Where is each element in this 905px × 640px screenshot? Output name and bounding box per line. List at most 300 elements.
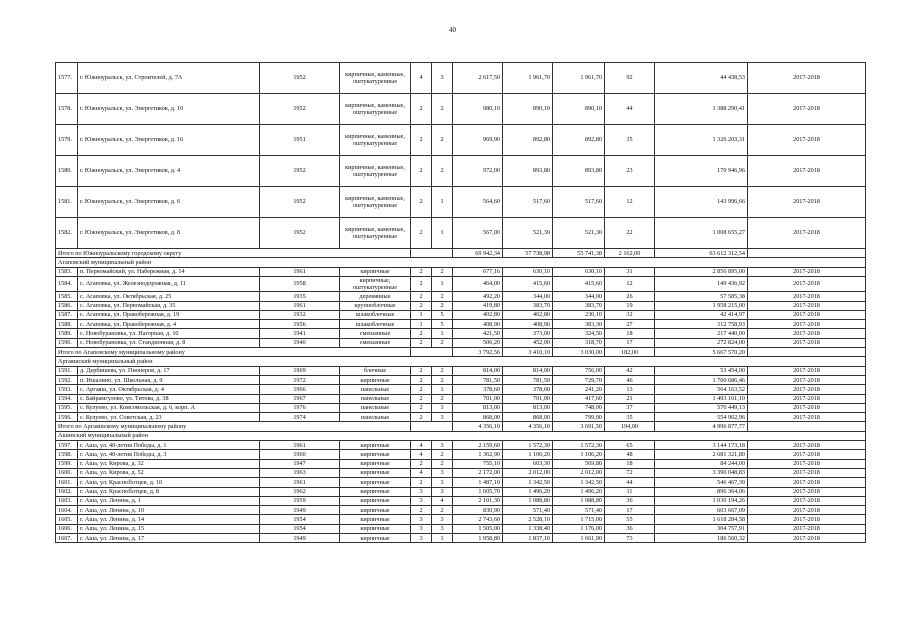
floors: 4 (411, 441, 432, 450)
total-area: 2 172,00 (453, 468, 503, 477)
living-area: 868,00 (503, 413, 553, 422)
living-area: 1 342,50 (503, 478, 553, 487)
total-area: 781,50 (453, 375, 503, 384)
address: г. Южноуральск, ул. Энергетиков, д. 8 (78, 218, 260, 249)
address: с. Агаповка, ул. Правобережная, д. 4 (78, 320, 260, 329)
floors: 3 (411, 515, 432, 524)
table-row (56, 63, 866, 94)
row-number: 1578. (56, 94, 78, 125)
residents: 18 (605, 459, 655, 468)
wall-material: кирпичные (340, 468, 411, 477)
floors: 2 (411, 218, 432, 249)
table-row (56, 487, 866, 496)
cost: 564 163,52 (655, 385, 748, 394)
total-value: 3 410,10 (503, 348, 553, 357)
repair-period: 2017-2018 (748, 394, 866, 403)
repair-period: 2017-2018 (748, 468, 866, 477)
total-value: 3 030,00 (553, 348, 605, 357)
residents: 73 (605, 534, 655, 543)
wall-material: кирпичные (340, 450, 411, 459)
total-value: 4 356,10 (453, 422, 503, 431)
residential-area: 517,60 (553, 187, 605, 218)
living-area: 402,80 (503, 310, 553, 319)
floors: 2 (411, 375, 432, 384)
row-number: 1604. (56, 506, 78, 515)
entrances: 1 (432, 385, 453, 394)
build-year: 1966 (260, 385, 340, 394)
living-area: 603,30 (503, 459, 553, 468)
repair-period: 2017-2018 (748, 413, 866, 422)
build-year: 1969 (260, 366, 340, 375)
build-year: 1954 (260, 524, 340, 533)
row-number: 1590. (56, 338, 78, 347)
region-label: Агаповский муниципальный район (56, 258, 866, 267)
cost: 53 454,00 (655, 366, 748, 375)
wall-material: кирпичные (340, 478, 411, 487)
total-area: 830,90 (453, 506, 503, 515)
residents: 32 (605, 310, 655, 319)
total-area: 564,60 (453, 187, 503, 218)
entrances: 3 (432, 478, 453, 487)
residential-area: 1 496,20 (553, 487, 605, 496)
residents: 11 (605, 487, 655, 496)
living-area: 415,60 (503, 276, 553, 291)
row-number: 1597. (56, 441, 78, 450)
address: г. Аша, ул. Ленина, д. 10 (78, 506, 260, 515)
residential-area: 756,00 (553, 366, 605, 375)
total-value: 3 691,50 (553, 422, 605, 431)
page-number: 40 (449, 26, 456, 34)
table-row (56, 156, 866, 187)
build-year: 1976 (260, 403, 340, 412)
total-area: 506,20 (453, 338, 503, 347)
wall-material: кирпичные, каменные, оштукатуренные (340, 218, 411, 249)
repair-period: 2017-2018 (748, 515, 866, 524)
repair-period: 2017-2018 (748, 94, 866, 125)
table-row (56, 320, 866, 329)
table-row (56, 329, 866, 338)
cost: 896 364,06 (655, 487, 748, 496)
row-number: 1581. (56, 187, 78, 218)
region-label: Ашинский муниципальный район (56, 431, 866, 440)
floors: 3 (411, 534, 432, 543)
repair-period: 2017-2018 (748, 366, 866, 375)
living-area: 892,80 (503, 125, 553, 156)
wall-material: кирпичные (340, 459, 411, 468)
floors: 2 (411, 413, 432, 422)
entrances: 2 (432, 338, 453, 347)
residents: 35 (605, 125, 655, 156)
total-area: 969,90 (453, 125, 503, 156)
floors: 3 (411, 524, 432, 533)
residents: 19 (605, 301, 655, 310)
total-value: 63 612 312,54 (655, 249, 748, 258)
residents: 22 (605, 218, 655, 249)
row-number: 1589. (56, 329, 78, 338)
table-row (56, 338, 866, 347)
total-area: 421,50 (453, 329, 503, 338)
residents: 31 (605, 267, 655, 276)
living-area: 408,90 (503, 320, 553, 329)
table-row (56, 450, 866, 459)
address: г. Южноуральск, ул. Энергетиков, д. 4 (78, 156, 260, 187)
build-year: 1954 (260, 515, 340, 524)
repair-period: 2017-2018 (748, 276, 866, 291)
living-area: 814,00 (503, 366, 553, 375)
total-blank (748, 348, 866, 357)
table-row (56, 506, 866, 515)
residents: 72 (605, 468, 655, 477)
row-number: 1603. (56, 496, 78, 505)
floors: 2 (411, 276, 432, 291)
address: г. Аша, ул. Ленина, д. 15 (78, 524, 260, 533)
build-year: 1952 (260, 187, 340, 218)
residential-area: 892,80 (553, 125, 605, 156)
cost: 44 438,53 (655, 63, 748, 94)
wall-material: крупноблочные (340, 301, 411, 310)
residential-area: 1 661,90 (553, 534, 605, 543)
cost: 1 618 284,58 (655, 515, 748, 524)
row-number: 1587. (56, 310, 78, 319)
table-row (56, 468, 866, 477)
table-row (56, 267, 866, 276)
entrances: 3 (432, 403, 453, 412)
residential-area: 893,80 (553, 156, 605, 187)
residents: 17 (605, 506, 655, 515)
wall-material: кирпичные (340, 375, 411, 384)
address: г. Аша, ул. Красноflотцев, д. 10 (78, 478, 260, 487)
residential-area: 1 088,80 (553, 496, 605, 505)
build-year: 1949 (260, 534, 340, 543)
wall-material: кирпичные (340, 506, 411, 515)
floors: 2 (411, 125, 432, 156)
living-area: 517,60 (503, 187, 553, 218)
repair-period: 2017-2018 (748, 534, 866, 543)
address: с. Агаповка, ул. Октябрьская, д. 25 (78, 292, 260, 301)
build-year: 1972 (260, 375, 340, 384)
cost: 2 681 321,80 (655, 450, 748, 459)
build-year: 1952 (260, 63, 340, 94)
residential-area: 890,10 (553, 94, 605, 125)
build-year: 1960 (260, 450, 340, 459)
total-value: 4 356,10 (503, 422, 553, 431)
wall-material: кирпичные, каменные, оштукатуренные (340, 125, 411, 156)
entrances: 5 (432, 310, 453, 319)
row-number: 1582. (56, 218, 78, 249)
residential-area: 569,80 (553, 459, 605, 468)
entrances: 3 (432, 487, 453, 496)
address: с. Новобурановка, ул. Стандионная, д. 8 (78, 338, 260, 347)
wall-material: шлакоблочные (340, 320, 411, 329)
total-area: 2 617,50 (453, 63, 503, 94)
entrances: 2 (432, 267, 453, 276)
entrances: 1 (432, 276, 453, 291)
table-row (56, 218, 866, 249)
residents: 27 (605, 320, 655, 329)
row-number: 1580. (56, 156, 78, 187)
living-area: 1 088,80 (503, 496, 553, 505)
row-number: 1583. (56, 267, 78, 276)
repair-period: 2017-2018 (748, 63, 866, 94)
row-number: 1605. (56, 515, 78, 524)
cost: 1 760 686,46 (655, 375, 748, 384)
residential-area: 1 176,00 (553, 524, 605, 533)
build-year: 1952 (260, 94, 340, 125)
living-area: 890,10 (503, 94, 553, 125)
region-row (56, 258, 866, 267)
residential-area: 241,20 (553, 385, 605, 394)
floors: 2 (411, 459, 432, 468)
cost: 186 560,32 (655, 534, 748, 543)
address: г. Южноуральск, ул. Энергетиков, д. 16 (78, 125, 260, 156)
floors: 4 (411, 450, 432, 459)
cost: 304 757,91 (655, 524, 748, 533)
total-area: 419,80 (453, 301, 503, 310)
address: п. Ишалино, ул. Школьная, д. 9 (78, 375, 260, 384)
total-area: 492,20 (453, 292, 503, 301)
row-number: 1588. (56, 320, 78, 329)
living-area: 2 528,10 (503, 515, 553, 524)
total-area: 677,16 (453, 267, 503, 276)
entrances: 3 (432, 515, 453, 524)
repair-period: 2017-2018 (748, 524, 866, 533)
row-number: 1584. (56, 276, 78, 291)
total-value: 55 741,38 (553, 249, 605, 258)
entrances: 2 (432, 366, 453, 375)
address: г. Аша, ул. Кирова, д. 52 (78, 468, 260, 477)
residential-area: 1 572,30 (553, 441, 605, 450)
residents: 65 (605, 441, 655, 450)
residents: 35 (605, 413, 655, 422)
total-row (56, 249, 866, 258)
address: г. Южноуральск, ул. Строителей, д. 7А (78, 63, 260, 94)
wall-material: кирпичные, оштукатуренные (340, 276, 411, 291)
residential-area: 1 715,00 (553, 515, 605, 524)
address: с. Новобурановка, ул. Нагорная, д. 10 (78, 329, 260, 338)
address: г. Аша, ул. Ленина, д. 1 (78, 496, 260, 505)
build-year: 1949 (260, 506, 340, 515)
total-area: 701,00 (453, 394, 503, 403)
total-value: 57 738,98 (503, 249, 553, 258)
residential-area: 571,40 (553, 506, 605, 515)
residential-area: 417,60 (553, 394, 605, 403)
repair-period: 2017-2018 (748, 156, 866, 187)
total-label: Итого по Агаповскому муниципальному району (56, 348, 411, 357)
build-year: 1951 (260, 125, 340, 156)
residents: 42 (605, 366, 655, 375)
cost: 272 824,00 (655, 338, 748, 347)
floors: 2 (411, 403, 432, 412)
residential-area: 230,10 (553, 310, 605, 319)
table-row (56, 276, 866, 291)
residential-area: 521,30 (553, 218, 605, 249)
living-area: 378,60 (503, 385, 553, 394)
cost: 1 326 203,31 (655, 125, 748, 156)
address: г. Южноуральск, ул. Энергетиков, д. 10 (78, 94, 260, 125)
build-year: 1961 (260, 478, 340, 487)
living-area: 1 338,40 (503, 524, 553, 533)
repair-period: 2017-2018 (748, 187, 866, 218)
repair-period: 2017-2018 (748, 487, 866, 496)
floors: 2 (411, 329, 432, 338)
repair-period: 2017-2018 (748, 496, 866, 505)
total-area: 1 958,80 (453, 534, 503, 543)
table-row (56, 375, 866, 384)
table-row (56, 187, 866, 218)
residents: 23 (605, 156, 655, 187)
table-row (56, 366, 866, 375)
floors: 2 (411, 366, 432, 375)
total-row (56, 348, 866, 357)
residents: 48 (605, 450, 655, 459)
living-area: 1 572,30 (503, 441, 553, 450)
entrances: 2 (432, 94, 453, 125)
row-number: 1602. (56, 487, 78, 496)
floors: 4 (411, 63, 432, 94)
region-row (56, 431, 866, 440)
cost: 546 467,39 (655, 478, 748, 487)
residential-area: 799,00 (553, 413, 605, 422)
entrances: 1 (432, 329, 453, 338)
floors: 4 (411, 468, 432, 477)
entrances: 3 (432, 468, 453, 477)
entrances: 3 (432, 441, 453, 450)
residential-area: 383,30 (553, 320, 605, 329)
residential-area: 2 012,00 (553, 468, 605, 477)
cost: 2 856 895,00 (655, 267, 748, 276)
total-value: 182,00 (605, 348, 655, 357)
wall-material: смешанные (340, 329, 411, 338)
address: с. Кулуево, ул. Комсомольская, д. 6, корп. А (78, 403, 260, 412)
entrances: 4 (432, 496, 453, 505)
residential-area: 748,00 (553, 403, 605, 412)
wall-material: кирпичные (340, 496, 411, 505)
floors: 2 (411, 478, 432, 487)
residents: 12 (605, 276, 655, 291)
cost: 570 449,13 (655, 403, 748, 412)
repair-period: 2017-2018 (748, 403, 866, 412)
total-blank (411, 422, 453, 431)
table-row (56, 496, 866, 505)
total-value: 194,00 (605, 422, 655, 431)
address: с. Агаповка, ул. Первомайская, д. 35 (78, 301, 260, 310)
total-blank (748, 249, 866, 258)
repair-period: 2017-2018 (748, 441, 866, 450)
total-area: 2 101,30 (453, 496, 503, 505)
total-blank (411, 348, 453, 357)
cost: 1 388 290,41 (655, 94, 748, 125)
entrances: 2 (432, 292, 453, 301)
living-area: 630,10 (503, 267, 553, 276)
cost: 170 946,96 (655, 156, 748, 187)
living-area: 701,00 (503, 394, 553, 403)
wall-material: кирпичные (340, 441, 411, 450)
residents: 46 (605, 375, 655, 384)
repair-period: 2017-2018 (748, 125, 866, 156)
wall-material: кирпичные (340, 515, 411, 524)
table-row (56, 459, 866, 468)
build-year: 1959 (260, 496, 340, 505)
build-year: 1932 (260, 310, 340, 319)
living-area: 1 106,20 (503, 450, 553, 459)
floors: 2 (411, 94, 432, 125)
row-number: 1599. (56, 459, 78, 468)
row-number: 1579. (56, 125, 78, 156)
address: г. Аша, ул. Ленина, д. 17 (78, 534, 260, 543)
entrances: 3 (432, 524, 453, 533)
repair-period: 2017-2018 (748, 385, 866, 394)
table-row (56, 441, 866, 450)
cost: 3 144 173,18 (655, 441, 748, 450)
residential-area: 324,50 (553, 329, 605, 338)
row-number: 1606. (56, 524, 78, 533)
total-area: 755,10 (453, 459, 503, 468)
entrances: 5 (432, 320, 453, 329)
residential-area: 383,70 (553, 301, 605, 310)
table-row (56, 524, 866, 533)
residents: 13 (605, 385, 655, 394)
floors: 2 (411, 506, 432, 515)
wall-material: панельные (340, 413, 411, 422)
address: с. Байрамгулово, ул. Титова, д. 38 (78, 394, 260, 403)
entrances: 2 (432, 450, 453, 459)
residential-area: 729,70 (553, 375, 605, 384)
floors: 1 (411, 320, 432, 329)
build-year: 1935 (260, 292, 340, 301)
address: д. Дербишева, ул. Пионеров, д. 17 (78, 366, 260, 375)
entrances: 1 (432, 218, 453, 249)
entrances: 2 (432, 125, 453, 156)
row-number: 1594. (56, 394, 78, 403)
repair-period: 2017-2018 (748, 218, 866, 249)
build-year: 1961 (260, 267, 340, 276)
residential-area: 1 106,20 (553, 450, 605, 459)
address: г. Аша, ул. 40-летия Победы, д. 1 (78, 441, 260, 450)
floors: 2 (411, 338, 432, 347)
build-year: 1962 (260, 487, 340, 496)
total-area: 980,10 (453, 94, 503, 125)
total-area: 567,00 (453, 218, 503, 249)
cost: 143 996,66 (655, 187, 748, 218)
living-area: 571,40 (503, 506, 553, 515)
build-year: 1963 (260, 468, 340, 477)
row-number: 1607. (56, 534, 78, 543)
cost: 1 493 161,10 (655, 394, 748, 403)
table-row (56, 310, 866, 319)
wall-material: кирпичные (340, 534, 411, 543)
repair-period: 2017-2018 (748, 506, 866, 515)
floors: 1 (411, 310, 432, 319)
build-year: 1940 (260, 338, 340, 347)
build-year: 1947 (260, 459, 340, 468)
repair-period: 2017-2018 (748, 450, 866, 459)
wall-material: панельные (340, 385, 411, 394)
total-area: 408,90 (453, 320, 503, 329)
total-area: 402,80 (453, 310, 503, 319)
cost: 42 414,97 (655, 310, 748, 319)
build-year: 1956 (260, 320, 340, 329)
address: г. Аша, ул. Ленина, д. 14 (78, 515, 260, 524)
build-year: 1961 (260, 441, 340, 450)
repair-period: 2017-2018 (748, 320, 866, 329)
total-value: 2 162,00 (605, 249, 655, 258)
residents: 36 (605, 496, 655, 505)
living-area: 521,30 (503, 218, 553, 249)
residential-area: 344,00 (553, 292, 605, 301)
total-area: 2 159,60 (453, 441, 503, 450)
residents: 12 (605, 187, 655, 218)
residents: 37 (605, 403, 655, 412)
